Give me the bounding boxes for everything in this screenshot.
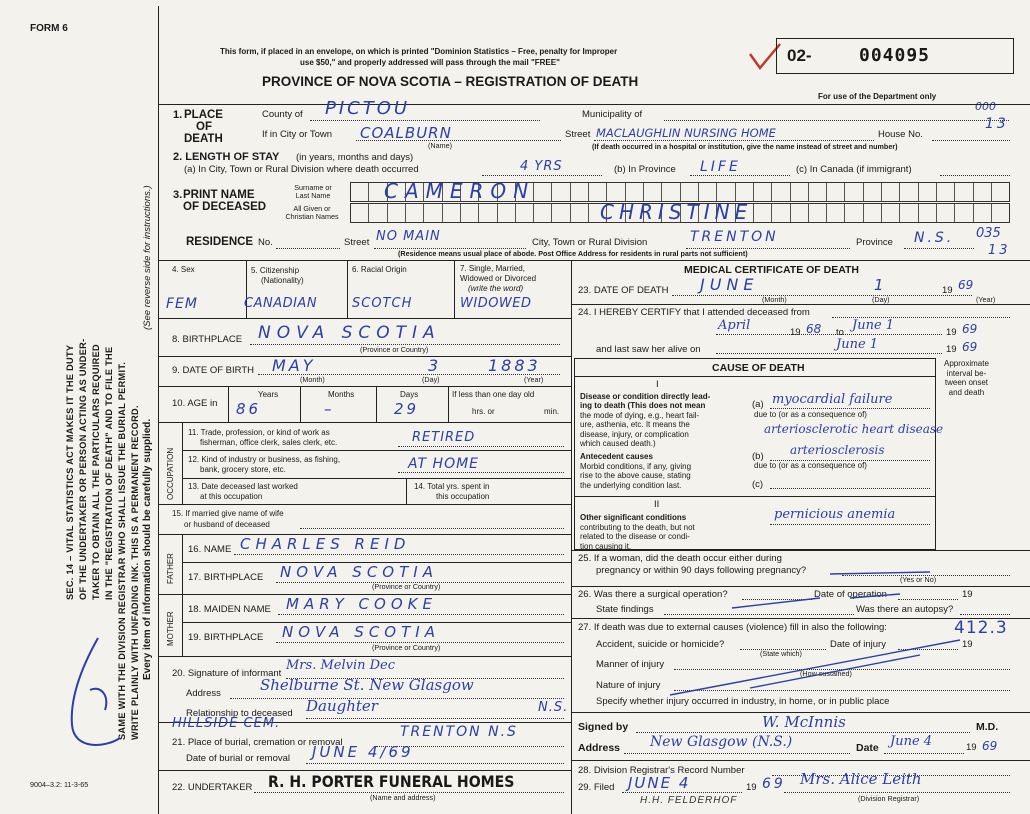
occupation-vertical-label: OCCUPATION bbox=[166, 447, 175, 500]
attended-to: June 1 bbox=[852, 318, 895, 333]
felderhof-stamp: H.H. FELDERHOF bbox=[640, 795, 738, 806]
marital-value: WIDOWED bbox=[460, 296, 532, 311]
street-value: MACLAUGHLIN NURSING HOME bbox=[596, 126, 776, 140]
antecedent-label: Antecedent causes Morbid conditions, if any, giving rise to the above cause, stating the underlying condition last. bbox=[580, 452, 692, 490]
filed-label: 29. Filed bbox=[578, 782, 615, 793]
certify-label: 24. I HEREBY CERTIFY that I attended deceased from bbox=[578, 307, 810, 318]
cemetery-value: HILLSIDE CEM. bbox=[172, 716, 281, 731]
interval-label: Approximate interval be- tween onset and death bbox=[944, 359, 989, 397]
cause-a-value: myocardial failure bbox=[772, 392, 893, 407]
dept-use-note: For use of the Department only bbox=[818, 92, 937, 101]
division-registrar-signature: Mrs. Alice Leith bbox=[800, 770, 922, 788]
residence-street: NO MAIN bbox=[376, 229, 441, 244]
residence-city: TRENTON bbox=[690, 229, 779, 245]
given-value: CHRISTINE bbox=[600, 200, 753, 224]
form-title: PROVINCE OF NOVA SCOTIA – REGISTRATION OF DEATH bbox=[262, 74, 639, 89]
rule-after-residence bbox=[158, 260, 1030, 261]
informant-signature: Mrs. Melvin Dec bbox=[286, 658, 396, 673]
form-number: FORM 6 bbox=[30, 23, 68, 34]
cause-code: 412.3 bbox=[954, 618, 1008, 638]
every-item-note: Every item of information should be carefully supplied. bbox=[142, 418, 153, 680]
mother-vertical-label: MOTHER bbox=[166, 611, 175, 646]
physician-signature: W. McInnis bbox=[762, 713, 846, 731]
last-seen-value: June 1 bbox=[836, 337, 879, 352]
total-years-label: 14. Total yrs. spent in this occupation bbox=[414, 482, 490, 501]
dob-month: MAY bbox=[272, 356, 316, 375]
given-label: All Given or Christian Names bbox=[285, 204, 339, 221]
age-days: 29 bbox=[394, 400, 420, 418]
stay-b-value: LIFE bbox=[700, 159, 741, 175]
residence-note: (Residence means usual place of abode. Post Office Address for residents in rural parts not sufficient) bbox=[398, 249, 748, 258]
side-instructions: SEC. 14 – VITAL STATISTICS ACT MAKES IT THE DUTY OF THE UNDERTAKER OR PERSON ACTING AS UNDER- TAKER TO OBTAIN ALL THE PARTICULARS REQUIRED IN THE "REGISTRATION OF DEATH" AND TO FILE THE bbox=[65, 338, 114, 600]
stay-a-value: 4 YRS bbox=[520, 159, 563, 174]
place-of-death-label: PLACE OF DEATH bbox=[184, 109, 223, 145]
municipality-label: Municipality of bbox=[582, 109, 643, 120]
last-worked-label: 13. Date deceased last worked at this occupation bbox=[188, 482, 298, 501]
death-registration-document: FORM 6 SEC. 14 – VITAL STATISTICS ACT MAKES IT THE DUTY OF THE UNDERTAKER OR PERSON ACTING AS UNDER- TAKER TO OBTAIN ALL THE PARTICULARS REQUIRED IN THE "REGISTRATION OF DEATH" AND TO FILE THE SAME WITH THE DIVISION REGISTRAR WHO SHALL ISSUE THE BURIAL PERMIT. WRITE PLAINLY WITH UNFADING INK. THIS IS A PERMANENT RECORD. (See reverse side for instructions.) Every item of information should be carefully supplied. 9004–3.2: 11-3-65 This form, if placed in an envelope, on which is printed "Dominion Statistics – Free, penalty for Improper use $50," and properly addressed will pass through the mail "FREE" PROVINCE OF NOVA SCOTIA – REGISTRATION OF DEATH 02- 004095 For use of the Department only 000 13 1. PLACE OF DEATH County of PICTOU Municipality of If in City or Town COALBURN (Name) Street MACLAUGHLIN NURSING HOME House No. (If death occurred in a hospital or institution, give the name instead of street and number) 2. LENGTH OF STAY (in years, months and days) (a) In City, Town or Rural Division where death occurred 4 YRS (b) In Province LIFE (c) In Canada (if immigrant) 3. PRINT NAME OF DECEASED Surname or Last Name All Given or Christian Names CAMERON CHRISTINE RESIDENCE No. Street NO MAIN City, Town or Rural Division TRENTON Province N.S. 035 13 (Residence means usual place of abode. Post Office Address for residents in rural parts not sufficient) 4. Sex FEM 5. Citizenship (Nationality) CANADIAN 6. Racial Origin SCOTCH 7. Single, Married, Widowed or Divorced (write the word) WIDOWED 8. BIRTHPLACE NOVA SCOTIA (Province or Country) 9. DATE OF BIRTH MAY 3 1883 (Month) (Day) (Year) 10. AGE in Years Months Days 86 – 29 If less than one day old hrs. or min. OCCUPATION 11. Trade, profession, or kind of work as fisherman, office clerk, sales clerk, etc. RETIRED 12. Kind of industry or business, as fishing, bank, grocery store, etc. AT HOME 13. Date deceased last worked at this occupation 14. Total yrs. spent in this occupation 15. If married give name of wife or husband of deceased FATHER 16. NAME CHARLES REID 17. BIRTHPLACE NOVA SCOTIA (Province or Country) MOTHER 18. MAIDEN NAME MARY COOKE 19. BIRTHPLACE NOVA SCOTIA (Province or Country) 20. Signature of informant Mrs. Melvin Dec Address Shelburne St. New Glasgow Relationship to deceased Daughter N.S. HILLSIDE CEM. TRENTON N.S 21. Place of burial, cremation or removal Date of burial or removal JUNE 4/69 22. UNDERTAKER R. H. PORTER FUNERAL HOMES (Name and address) MEDICAL CERTIFICATE OF DEATH 23. DATE OF DEATH JUNE 1 19 69 (Month) (Day) (Year) 24. I HEREBY CERTIFY that I attended deceased from April 19 68 to June 1 19 69 and last saw her alive on June 1 19 69 CAUSE OF DEATH Approximate interval be- tween onset and death I Disease or condition directly lead- ing to death (This does not mean the mode of dying, e.g., heart fail- ure, asthenia, etc. It means the disease, injury, or complication which caused death.) (a) myocardial failure due to (or as a consequence of) arteriosclerotic heart disease Antecedent causes Morbid conditions, if any, giving rise to the above cause, stating the underlying condition last. (b) arteriosclerosis due to (or as a consequence of) (c) II Other significant conditions contributing to the death, but not related to the disease or condi- tion causing it. pernicious anemia 25. If a woman, did the death occur either during pregnancy or within 90 days following pregnancy? (Yes or No) 26. Was there a surgical operation? Date of operation 19 State findings Was there an autopsy? 27. If death was due to external causes (violence) fill in also the following: 412.3 Accident, suicide or homicide? (State which) Date of injury 19 Manner of injury (How sustained) Nature of injury Specify whether injury occurred in industry, in home, or in public place Signed by W. McInnis M.D. Address New Glasgow (N.S.) Date June 4 19 69 28. Division Registrar's Record Number 29. Filed JUNE 4 19 69 Mrs. Alice Leith (Division Registrar) H.H. FELDERHOF bbox=[0, 0, 1030, 814]
sex-value: FEM bbox=[166, 296, 198, 312]
trade-value: RETIRED bbox=[412, 430, 476, 445]
mother-name-value: MARY COOKE bbox=[286, 595, 437, 613]
last-seen-label: and last saw her alive on bbox=[596, 344, 701, 355]
industry-label: 12. Kind of industry or business, as fishing, bank, grocery store, etc. bbox=[188, 455, 341, 474]
registrar-initial-signature bbox=[50, 630, 140, 760]
undertaker-stamp: R. H. PORTER FUNERAL HOMES bbox=[268, 772, 515, 791]
dept-code-top: 000 bbox=[975, 100, 996, 113]
date-of-death-label: 23. DATE OF DEATH bbox=[578, 285, 669, 296]
informant-relationship: Daughter bbox=[306, 697, 378, 715]
record-number-label: 28. Division Registrar's Record Number bbox=[578, 765, 745, 776]
racial-origin-value: SCOTCH bbox=[352, 296, 413, 311]
dept-code-mid: 13 bbox=[985, 116, 1009, 132]
s1-num: 1. bbox=[173, 109, 183, 121]
citizenship-value: CANADIAN bbox=[244, 296, 318, 311]
physician-address: New Glasgow (N.S.) bbox=[650, 734, 793, 750]
father-name-value: CHARLES REID bbox=[240, 535, 411, 553]
disease-label: Disease or condition directly lead- ing to death (This does not mean the mode of dying, e.g., heart fail- ure, asthenia, etc. It means the disease, injury, or complication which caused death.) bbox=[580, 392, 711, 449]
stay-a-label: (a) In City, Town or Rural Division where death occurred bbox=[184, 164, 419, 175]
cause-a-value-2: arteriosclerotic heart disease bbox=[764, 422, 944, 436]
father-bp-label: 17. BIRTHPLACE bbox=[188, 572, 264, 583]
street-label: Street bbox=[565, 129, 591, 140]
filed-date: JUNE 4 bbox=[628, 774, 691, 792]
other-conditions-label: Other significant conditions contributing to the death, but not related to the disease or condi- tion causing it. bbox=[580, 513, 695, 551]
dob-year: 1883 bbox=[488, 356, 541, 375]
mother-bp-label: 19. BIRTHPLACE bbox=[188, 632, 264, 643]
cemetery-place: TRENTON N.S bbox=[400, 724, 518, 740]
residence-province: N.S. bbox=[914, 230, 955, 246]
physician-date: June 4 bbox=[890, 734, 933, 749]
house-label: House No. bbox=[878, 129, 923, 140]
county-value: PICTOU bbox=[325, 98, 411, 119]
mail-notice-1: This form, if placed in an envelope, on which is printed "Dominion Statistics – Free, penalty for Improper bbox=[220, 47, 618, 56]
city-value: COALBURN bbox=[360, 124, 452, 142]
physician-address-label: Address bbox=[578, 742, 621, 754]
print-name-label: PRINT NAME OF DECEASED bbox=[183, 189, 267, 213]
citizenship-label: 5. Citizenship (Nationality) bbox=[251, 266, 304, 285]
surname-value: CAMERON bbox=[384, 179, 536, 203]
birthplace-value: NOVA SCOTIA bbox=[258, 323, 441, 343]
burial-date-value: JUNE 4/69 bbox=[312, 743, 414, 761]
side-instructions-2: SAME WITH THE DIVISION REGISTRAR WHO SHALL ISSUE THE BURIAL PERMIT. WRITE PLAINLY WITH UNFADING INK. THIS IS A PERMANENT RECORD. bbox=[117, 361, 140, 740]
age-months: – bbox=[324, 400, 335, 418]
informant-sig-label: 20. Signature of informant bbox=[172, 668, 282, 679]
industry-value: AT HOME bbox=[408, 456, 480, 472]
age-years: 86 bbox=[236, 400, 262, 418]
cause-b-value: arteriosclerosis bbox=[790, 443, 885, 457]
undertaker-label: 22. UNDERTAKER bbox=[172, 782, 253, 793]
external-causes-label: 27. If death was due to external causes (violence) fill in also the following: bbox=[578, 622, 887, 633]
registration-number-box: 02- 004095 bbox=[776, 38, 1014, 74]
father-bp-value: NOVA SCOTIA bbox=[280, 563, 438, 581]
left-margin-line bbox=[158, 6, 159, 814]
print-code: 9004–3.2: 11-3-65 bbox=[30, 780, 89, 789]
dept-code-res2: 13 bbox=[988, 243, 1011, 258]
medical-title: MEDICAL CERTIFICATE OF DEATH bbox=[684, 264, 859, 276]
attended-from: April bbox=[718, 318, 751, 333]
mother-bp-value: NOVA SCOTIA bbox=[282, 623, 440, 641]
length-of-stay-label: 2. LENGTH OF STAY bbox=[173, 151, 280, 163]
surname-label: Surname or Last Name bbox=[294, 183, 332, 200]
dob-label: 9. DATE OF BIRTH bbox=[172, 365, 254, 376]
see-reverse: (See reverse side for instructions.) bbox=[142, 185, 153, 330]
strike-through-lines bbox=[600, 560, 980, 720]
other-conditions-value: pernicious anemia bbox=[774, 507, 896, 522]
burial-place-label: 21. Place of burial, cremation or removal bbox=[172, 737, 343, 748]
marital-label: 7. Single, Married, Widowed or Divorced (write the word) bbox=[460, 264, 537, 293]
operation-label: 26. Was there a surgical operation? bbox=[578, 589, 728, 600]
hospital-note: (If death occurred in a hospital or institution, give the name instead of street and number) bbox=[592, 142, 898, 151]
date-of-death-month: JUNE bbox=[700, 275, 759, 294]
column-divider bbox=[571, 260, 572, 814]
date-of-death-year: 69 bbox=[958, 278, 974, 292]
father-name-label: 16. NAME bbox=[188, 544, 232, 555]
dept-code-res: 035 bbox=[976, 226, 1001, 241]
dob-day: 3 bbox=[428, 356, 442, 375]
residence-label: RESIDENCE bbox=[186, 236, 254, 248]
signed-by-label: Signed by bbox=[578, 721, 629, 733]
date-of-death-day: 1 bbox=[874, 276, 887, 294]
age-label: 10. AGE in bbox=[172, 398, 218, 409]
city-label: If in City or Town bbox=[262, 129, 333, 140]
spouse-label: 15. If married give name of wife or husband of deceased bbox=[172, 509, 284, 529]
cause-title: CAUSE OF DEATH bbox=[712, 362, 805, 374]
father-vertical-label: FATHER bbox=[166, 553, 175, 584]
mail-notice-2: use $50," and properly addressed will pass through the mail "FREE" bbox=[300, 58, 560, 67]
mother-name-label: 18. MAIDEN NAME bbox=[188, 604, 271, 615]
county-label: County of bbox=[262, 109, 303, 120]
trade-label: 11. Trade, profession, or kind of work as fisherman, office clerk, sales clerk, etc. bbox=[188, 428, 338, 447]
pregnancy-label: 25. If a woman, did the death occur either during bbox=[578, 553, 782, 564]
burial-date-label: Date of burial or removal bbox=[186, 753, 291, 764]
birthplace-label: 8. BIRTHPLACE bbox=[172, 334, 243, 345]
informant-address: Shelburne St. New Glasgow bbox=[260, 676, 474, 694]
